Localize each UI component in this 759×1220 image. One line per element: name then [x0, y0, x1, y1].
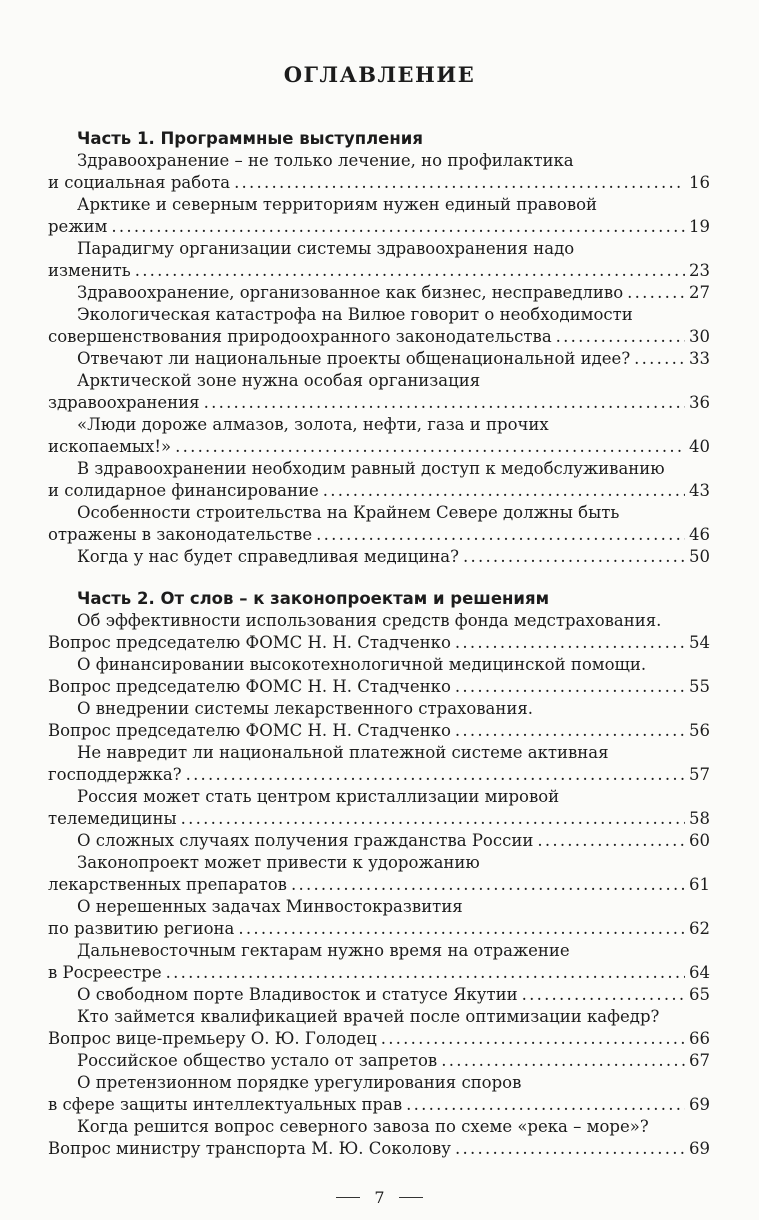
toc-entry[interactable] — [48, 546, 710, 568]
entry-title-line1: Россия может стать центром кристаллизации мировой — [77, 787, 560, 806]
toc-entry[interactable] — [48, 348, 710, 370]
entry-title-line1: Дальневосточным гектарам нужно время на отражение — [77, 941, 570, 960]
page-title: ОГЛАВЛЕНИЕ — [283, 62, 476, 87]
dot-leader — [181, 808, 685, 830]
entry-page-number: 54 — [689, 633, 710, 652]
dot-leader — [455, 1138, 685, 1160]
toc-entry[interactable] — [48, 896, 710, 940]
toc-entry[interactable] — [48, 940, 710, 984]
entry-page-number: 58 — [689, 809, 710, 828]
entry-title-line2: режим — [48, 217, 108, 236]
entry-title-line2: О сложных случаях получения гражданства России — [77, 831, 534, 850]
dot-leader — [455, 632, 685, 654]
entry-page-number: 50 — [689, 547, 710, 566]
entry-title-line2: Вопрос председателю ФОМС Н. Н. Стадченко — [48, 721, 451, 740]
entry-page-number: 40 — [689, 437, 710, 456]
entry-title-line2: совершенствования природоохранного законодательства — [48, 327, 552, 346]
toc-part — [48, 588, 710, 1160]
part-heading: Часть 2. От слов – к законопроектам и решениям — [77, 589, 550, 608]
dot-leader — [238, 918, 685, 940]
entry-title-line1: Особенности строительства на Крайнем Севере должны быть — [77, 503, 620, 522]
entry-title-line2: господдержка? — [48, 765, 182, 784]
toc-entry[interactable] — [48, 150, 710, 194]
toc-entry[interactable] — [48, 852, 710, 896]
toc-entry[interactable] — [48, 194, 710, 238]
entry-title-line2: Вопрос председателю ФОМС Н. Н. Стадченко — [48, 677, 451, 696]
toc-entry[interactable] — [48, 414, 710, 458]
dot-leader — [556, 326, 685, 348]
toc-entry[interactable] — [48, 502, 710, 546]
page-number: 7 — [374, 1188, 385, 1207]
entry-title-line2: и солидарное финансирование — [48, 481, 319, 500]
entry-title-line2: Вопрос вице-премьеру О. Ю. Голодец — [48, 1029, 377, 1048]
entry-page-number: 46 — [689, 525, 710, 544]
dot-leader — [316, 524, 685, 546]
entry-page-number: 60 — [689, 831, 710, 850]
table-of-contents — [48, 128, 710, 1160]
dot-leader — [111, 216, 685, 238]
dot-leader — [204, 392, 685, 414]
dot-leader — [627, 282, 685, 304]
entry-page-number: 69 — [689, 1139, 710, 1158]
dot-leader — [406, 1094, 685, 1116]
dot-leader — [175, 436, 685, 458]
toc-entry[interactable] — [48, 282, 710, 304]
entry-page-number: 23 — [689, 261, 710, 280]
entry-title-line2: по развитию региона — [48, 919, 235, 938]
entry-title-line2: Вопрос председателю ФОМС Н. Н. Стадченко — [48, 633, 451, 652]
dot-leader — [537, 830, 685, 852]
toc-entry[interactable] — [48, 610, 710, 654]
toc-entry[interactable] — [48, 1006, 710, 1050]
entry-title-line2: и социальная работа — [48, 173, 231, 192]
toc-entry[interactable] — [48, 984, 710, 1006]
entry-title-line1: О внедрении системы лекарственного страхования. — [77, 699, 534, 718]
entry-title-line2: в Росреестре — [48, 963, 162, 982]
entry-title-line2: Когда у нас будет справедливая медицина? — [77, 547, 459, 566]
entry-title-line2: отражены в законодательстве — [48, 525, 313, 544]
entry-page-number: 66 — [689, 1029, 710, 1048]
entry-title-line1: Арктике и северным территориям нужен единый правовой — [77, 195, 598, 214]
entry-page-number: 27 — [689, 283, 710, 302]
toc-part — [48, 128, 710, 568]
dot-leader — [291, 874, 685, 896]
dot-leader — [455, 676, 685, 698]
entry-title-line2: лекарственных препаратов — [48, 875, 287, 894]
entry-title-line1: Парадигму организации системы здравоохранения надо — [77, 239, 575, 258]
entry-page-number: 16 — [689, 173, 710, 192]
part-heading: Часть 1. Программные выступления — [77, 129, 423, 148]
entry-title-line1: О претензионном порядке урегулирования споров — [77, 1073, 522, 1092]
entry-title-line2: Отвечают ли национальные проекты общенациональной идее? — [77, 349, 631, 368]
dot-leader — [135, 260, 685, 282]
page-footer — [0, 1188, 759, 1207]
entry-page-number: 56 — [689, 721, 710, 740]
toc-entry[interactable] — [48, 830, 710, 852]
entry-title-line2: изменить — [48, 261, 131, 280]
entry-page-number: 19 — [689, 217, 710, 236]
toc-entry[interactable] — [48, 1116, 710, 1160]
footer-dash-right — [399, 1197, 423, 1198]
entry-title-line2: О свободном порте Владивосток и статусе Якутии — [77, 985, 518, 1004]
entry-title-line2: Вопрос министру транспорта М. Ю. Соколову — [48, 1139, 452, 1158]
dot-leader — [166, 962, 685, 984]
entry-page-number: 55 — [689, 677, 710, 696]
entry-title-line1: Арктической зоне нужна особая организация — [77, 371, 481, 390]
dot-leader — [323, 480, 685, 502]
entry-page-number: 61 — [689, 875, 710, 894]
entry-title-line2: Здравоохранение, организованное как бизнес, несправедливо — [77, 283, 624, 302]
entry-page-number: 65 — [689, 985, 710, 1004]
entry-page-number: 30 — [689, 327, 710, 346]
entry-title-line1: Законопроект может привести к удорожанию — [77, 853, 480, 872]
dot-leader — [522, 984, 685, 1006]
dot-leader — [381, 1028, 685, 1050]
entry-page-number: 36 — [689, 393, 710, 412]
entry-title-line1: Здравоохранение – не только лечение, но профилактика — [77, 151, 574, 170]
toc-entry[interactable] — [48, 742, 710, 786]
toc-entry[interactable] — [48, 1072, 710, 1116]
dot-leader — [463, 546, 685, 568]
entry-page-number: 69 — [689, 1095, 710, 1114]
entry-title-line1: Когда решится вопрос северного завоза по схеме «река – море»? — [77, 1117, 649, 1136]
dot-leader — [186, 764, 685, 786]
entry-title-line2: в сфере защиты интеллектуальных прав — [48, 1095, 403, 1114]
entry-title-line1: «Люди дороже алмазов, золота, нефти, газа и прочих — [77, 415, 549, 434]
dot-leader — [634, 348, 685, 370]
toc-entry[interactable] — [48, 654, 710, 698]
entry-page-number: 64 — [689, 963, 710, 982]
toc-entry[interactable] — [48, 1050, 710, 1072]
entry-title-line1: Кто займется квалификацией врачей после оптимизации кафедр? — [77, 1007, 660, 1026]
toc-entry[interactable] — [48, 698, 710, 742]
footer-dash-left — [336, 1197, 360, 1198]
toc-entry[interactable] — [48, 304, 710, 348]
entry-title-line2: ископаемых!» — [48, 437, 172, 456]
entry-title-line1: Не навредит ли национальной платежной системе активная — [77, 743, 609, 762]
entry-page-number: 62 — [689, 919, 710, 938]
entry-title-line1: О финансировании высокотехнологичной медицинской помощи. — [77, 655, 647, 674]
entry-page-number: 57 — [689, 765, 710, 784]
toc-entry[interactable] — [48, 370, 710, 414]
toc-entry[interactable] — [48, 458, 710, 502]
entry-title-line1: В здравоохранении необходим равный доступ к медобслуживанию — [77, 459, 665, 478]
entry-page-number: 67 — [689, 1051, 710, 1070]
dot-leader — [441, 1050, 685, 1072]
entry-title-line2: телемедицины — [48, 809, 177, 828]
entry-page-number: 43 — [689, 481, 710, 500]
entry-title-line1: О нерешенных задачах Минвостокразвития — [77, 897, 463, 916]
entry-title-line2: Российское общество устало от запретов — [77, 1051, 438, 1070]
entry-title-line1: Экологическая катастрофа на Вилюе говорит о необходимости — [77, 305, 633, 324]
entry-title-line1: Об эффективности использования средств фонда медстрахования. — [77, 611, 662, 630]
entry-title-line2: здравоохранения — [48, 393, 200, 412]
toc-entry[interactable] — [48, 786, 710, 830]
toc-entry[interactable] — [48, 238, 710, 282]
dot-leader — [234, 172, 685, 194]
dot-leader — [455, 720, 685, 742]
entry-page-number: 33 — [689, 349, 710, 368]
